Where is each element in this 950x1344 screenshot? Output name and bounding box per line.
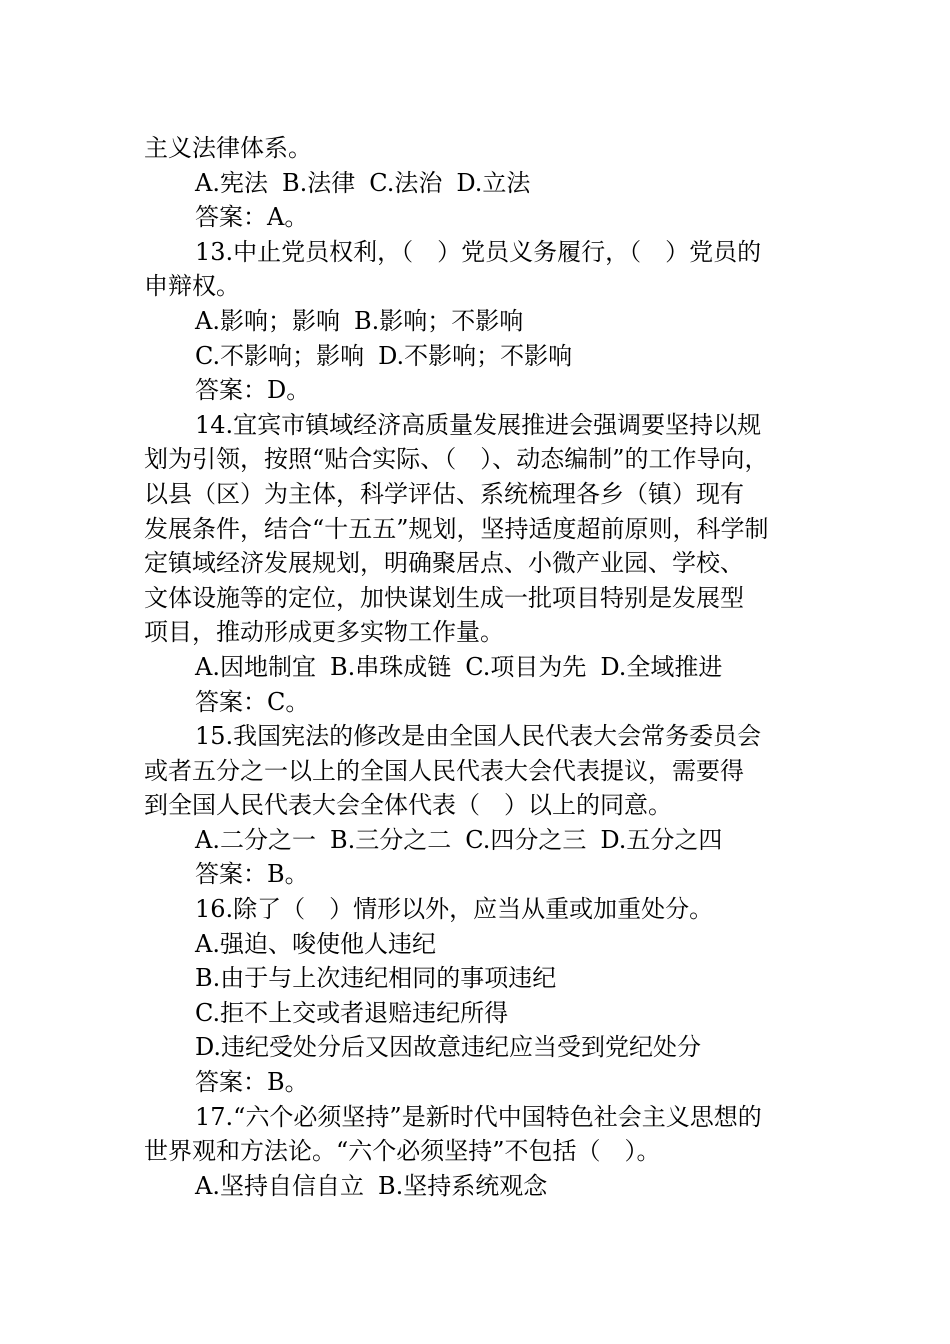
text-line: 答案：C。 [195, 687, 310, 716]
answer-options-line [144, 304, 810, 339]
text-line: 主义法律体系。 [144, 134, 312, 162]
text-line: 申辩权。 [144, 272, 240, 301]
text-line: 17.“六个必须坚持”是新时代中国特色社会主义思想的 [195, 1102, 762, 1131]
text-line: 划为引领，按照“贴合实际、（ ）、动态编制”的工作导向， [144, 445, 769, 474]
answer-option: A.影响；影响 [195, 306, 340, 335]
text-line: 发展条件，结合“十五五”规划，坚持适度超前原则，科学制 [144, 514, 769, 543]
answer-options-line [144, 650, 810, 685]
answer-option: B.三分之二 [329, 825, 452, 854]
answer-option: C.四分之三 [465, 825, 587, 854]
answer-option: B.法律 [281, 168, 356, 197]
text-line: 答案：B。 [195, 860, 309, 889]
text-line: 14.宜宾市镇域经济高质量发展推进会强调要坚持以规 [195, 410, 762, 439]
answer-option: D.立法 [456, 168, 531, 197]
answer-option: B.影响；不影响 [353, 306, 524, 335]
answer-option: D.不影响；不影响 [378, 341, 573, 370]
text-line: 世界观和方法论。“六个必须坚持”不包括（ ）。 [144, 1137, 661, 1166]
text-line: 定镇域经济发展规划，明确聚居点、小微产业园、学校、 [144, 549, 744, 578]
answer-option: A.坚持自信自立 [195, 1171, 364, 1200]
answer-options-line [144, 1169, 810, 1204]
answer-option: B.坚持系统观念 [377, 1171, 548, 1200]
answer-options-line [144, 339, 810, 374]
text-line: 答案：D。 [195, 376, 311, 405]
answer-option: A.二分之一 [195, 825, 316, 854]
answer-option: A.宪法 [195, 168, 268, 197]
text-line: 到全国人民代表大会全体代表（ ）以上的同意。 [144, 791, 672, 820]
text-line: 16.除了（ ）情形以外，应当从重或加重处分。 [195, 895, 714, 924]
answer-option: D.五分之四 [600, 825, 723, 854]
text-line: 答案：A。 [195, 203, 309, 232]
text-line: B.由于与上次违纪相同的事项违纪 [195, 964, 557, 993]
answer-options-line [144, 166, 810, 201]
text-line: 13.中止党员权利，（ ）党员义务履行，（ ）党员的 [195, 237, 762, 266]
text-line: D.违纪受处分后又因故意违纪应当受到党纪处分 [195, 1033, 702, 1062]
text-line: 15.我国宪法的修改是由全国人民代表大会常务委员会 [195, 722, 762, 751]
text-line: A.强迫、唆使他人违纪 [195, 929, 436, 958]
answer-option: B.串珠成链 [329, 652, 452, 681]
text-line: 以县（区）为主体，科学评估、系统梳理各乡（镇）现有 [144, 479, 744, 508]
text-line: 文体设施等的定位，加快谋划生成一批项目特别是发展型 [144, 583, 744, 612]
answer-option: C.不影响；影响 [195, 341, 365, 370]
answer-option: D.全域推进 [600, 652, 723, 681]
answer-option: A.因地制宜 [195, 652, 316, 681]
text-line: C.拒不上交或者退赔违纪所得 [195, 998, 509, 1027]
answer-options-line [144, 823, 810, 858]
answer-option: C.项目为先 [465, 652, 587, 681]
text-line: 项目，推动形成更多实物工作量。 [144, 618, 504, 647]
answer-option: C.法治 [369, 168, 443, 197]
text-line: 或者五分之一以上的全国人民代表大会代表提议，需要得 [144, 756, 744, 785]
text-line: 答案：B。 [195, 1068, 309, 1097]
